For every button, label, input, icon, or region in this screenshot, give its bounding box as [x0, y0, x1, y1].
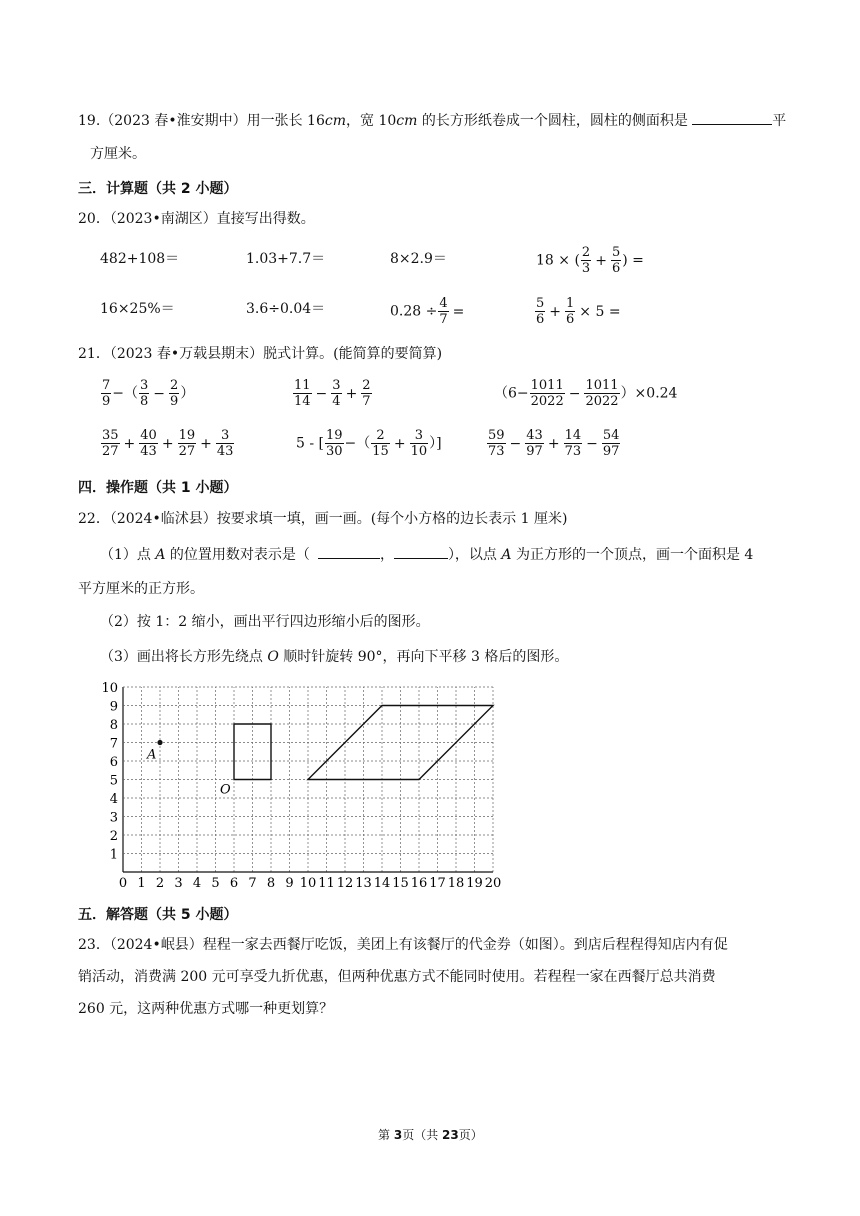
q22-text: （1）点 [100, 547, 156, 563]
q22-title: 22．（2024•临沭县）按要求填一填，画一画。(每个小方格的边长表示 1 厘米) [78, 511, 568, 527]
q22-text: 为正方形的一个顶点，画一个面积是 4 [511, 547, 754, 563]
numerator: 11 [294, 378, 311, 393]
fraction [525, 428, 544, 459]
fraction [611, 245, 621, 276]
answer-blank-y[interactable] [394, 544, 448, 559]
numerator: 4 [439, 296, 448, 311]
denominator: 73 [488, 444, 505, 459]
denominator: 9 [102, 394, 111, 409]
expr-text: ）×0.24 [620, 385, 678, 402]
numerator: 14 [564, 428, 582, 443]
numerator: 3 [332, 378, 341, 393]
denominator: 6 [536, 312, 545, 327]
operator: × 5 = [579, 303, 621, 320]
numerator: 3 [216, 428, 235, 444]
point-label: A [155, 547, 166, 563]
denominator: 6 [566, 312, 575, 327]
q21-title: 21．（2023 春•万载县期末）脱式计算。(能简算的要简算) [78, 346, 443, 362]
q20-item: 16×25%＝ [100, 301, 175, 317]
numerator: 2 [581, 245, 591, 260]
q21-item-c [494, 378, 677, 409]
unit-cm: cm [396, 113, 418, 129]
operator: − [315, 385, 328, 402]
x-tick-label: 7 [248, 876, 257, 890]
expr-text: ) = [622, 252, 644, 269]
q22-part2: （2）按 1：2 缩小，画出平行四边形缩小后的图形。 [100, 614, 430, 630]
fraction [535, 296, 545, 327]
operator: + [393, 435, 406, 452]
expr-text: 0.28 ÷ [390, 303, 438, 320]
q21-item-d [100, 428, 235, 459]
numerator: 1011 [585, 378, 619, 393]
fraction [139, 378, 149, 409]
denominator: 30 [326, 444, 343, 459]
q20-item: 482+108＝ [100, 251, 180, 267]
page-number: 3 [393, 1128, 403, 1142]
page-total: 23 [442, 1128, 459, 1142]
q20-item [536, 245, 644, 276]
x-tick-label: 0 [118, 876, 128, 890]
numerator: 43 [526, 428, 543, 443]
denominator: 6 [611, 261, 621, 276]
denominator: 3 [581, 261, 591, 276]
q22-text: ， [379, 547, 394, 563]
x-tick-label: 16 [410, 876, 428, 890]
fraction [178, 428, 197, 459]
numerator: 54 [602, 428, 620, 443]
operator: + [123, 435, 136, 452]
q23-line3: 260 元，这两种优惠方式哪一种更划算？ [78, 1001, 334, 1017]
y-tick-label: 8 [109, 718, 118, 733]
denominator: 2022 [585, 394, 619, 409]
point-o-label: O [220, 782, 231, 798]
fraction [410, 428, 429, 459]
q22-text: 的位置用数对表示是（ [165, 547, 310, 563]
q22-text: 顺时针旋转 90°，再向下平移 3 格后的图形。 [278, 649, 569, 665]
answer-blank[interactable] [692, 110, 772, 125]
x-tick-label: 17 [429, 876, 446, 890]
y-tick-label: 1 [109, 847, 118, 863]
operator: − [153, 385, 166, 402]
y-tick-label: 5 [109, 773, 118, 789]
q19-line2: 方厘米。 [90, 146, 146, 162]
denominator: 7 [439, 312, 448, 327]
fraction [101, 378, 111, 409]
operator: − [586, 435, 598, 452]
q20-title: 20．（2023•南湖区）直接写出得数。 [78, 211, 315, 227]
denominator: 2022 [530, 394, 564, 409]
x-tick-label: 20 [484, 876, 502, 890]
q20-item [534, 296, 624, 327]
section-heading: 五．解答题（共 5 小题） [78, 907, 238, 923]
fraction [530, 378, 565, 409]
numerator: 19 [326, 428, 343, 443]
fraction [487, 428, 506, 459]
numerator: 3 [410, 428, 429, 444]
fraction [602, 428, 621, 459]
y-tick-label: 10 [101, 681, 118, 696]
numerator: 35 [102, 428, 119, 443]
axis-labels [101, 681, 501, 890]
x-tick-label: 12 [336, 876, 354, 890]
section-heading: 四．操作题（共 1 小题） [78, 480, 238, 496]
y-tick-label: 9 [109, 699, 118, 715]
x-tick-label: 15 [392, 876, 409, 890]
fraction [581, 245, 591, 276]
denominator: 14 [294, 394, 311, 409]
q23-line1: 23．（2024•岷县）程程一家去西餐厅吃饭，美团上有该餐厅的代金券（如图）。到店后程程得知店内有促 [78, 937, 728, 953]
x-tick-label: 6 [229, 876, 239, 890]
operator: ）] [429, 435, 442, 452]
fraction [438, 296, 448, 327]
denominator: 15 [372, 444, 389, 459]
point-label: O [267, 649, 279, 665]
y-tick-label: 4 [109, 792, 118, 807]
operator: + [161, 435, 174, 452]
denominator: 73 [564, 444, 582, 459]
q20-item: 8×2.9＝ [390, 251, 447, 267]
q19-text-d: 平 [772, 113, 787, 129]
fraction [331, 378, 341, 409]
x-tick-label: 14 [373, 876, 391, 890]
y-tick-label: 3 [109, 810, 118, 826]
denominator: 27 [178, 444, 196, 459]
denominator: 43 [216, 444, 234, 459]
denominator: 7 [362, 394, 371, 409]
numerator: 1 [566, 296, 575, 311]
q19-line1 [78, 110, 786, 132]
x-tick-label: 19 [466, 876, 483, 890]
fraction [325, 428, 344, 459]
numerator: 40 [140, 428, 157, 443]
footer-text: 页（共 [402, 1128, 443, 1142]
x-tick-label: 18 [447, 876, 465, 890]
denominator: 97 [602, 444, 620, 459]
q22-text: ），以点 [447, 547, 502, 563]
x-tick-label: 5 [211, 876, 220, 890]
section-heading: 三．计算题（共 2 小题） [78, 181, 238, 197]
footer-text: 第 [378, 1128, 394, 1142]
numerator: 2 [362, 378, 371, 393]
q23-line2: 销活动，消费满 200 元可享受九折优惠，但两种优惠方式不能同时使用。若程程一家在西餐厅总共消费 [78, 969, 716, 985]
point-label: A [501, 547, 512, 563]
y-tick-label: 7 [109, 736, 118, 752]
operator: − [568, 385, 581, 402]
fraction [216, 428, 235, 459]
numerator: 19 [178, 428, 196, 443]
coordinate-grid [95, 678, 505, 890]
fraction [293, 378, 312, 409]
fraction [564, 428, 583, 459]
denominator: 97 [526, 444, 543, 459]
numerator: 7 [102, 378, 111, 393]
q19-text-c: 的长方形纸卷成一个圆柱，圆柱的侧面积是 [417, 113, 693, 129]
q20-item [390, 296, 467, 327]
point-a [157, 740, 162, 745]
x-tick-label: 9 [285, 876, 294, 890]
fraction [584, 378, 619, 409]
denominator: 10 [410, 444, 428, 459]
fraction [371, 428, 390, 459]
denominator: 27 [102, 444, 119, 459]
page-footer [378, 1126, 483, 1143]
numerator: 5 [611, 245, 621, 260]
x-tick-label: 1 [137, 876, 146, 890]
operator: = [452, 303, 465, 320]
denominator: 8 [140, 394, 149, 409]
operator: −（ [344, 435, 371, 452]
q19-text-a: 19.（2023 春•淮安期中）用一张长 16 [78, 113, 325, 129]
q22-part1-line1 [100, 544, 753, 566]
q19-text-b: ，宽 10 [346, 113, 397, 129]
fraction [139, 428, 158, 459]
operator: + [345, 385, 358, 402]
numerator: 2 [371, 428, 390, 444]
q22-part1-line2: 平方厘米的正方形。 [78, 581, 204, 597]
expr-text: 18 × ( [536, 252, 580, 269]
fraction [361, 378, 371, 409]
q22-text: （3）画出将长方形先绕点 [100, 649, 268, 665]
numerator: 5 [536, 296, 545, 311]
operator: ） [180, 385, 195, 402]
q20-item: 1.03+7.7＝ [246, 251, 326, 267]
x-tick-label: 11 [318, 876, 335, 890]
operator: + [549, 303, 562, 320]
footer-text: 页） [458, 1128, 483, 1142]
operator: + [595, 252, 607, 269]
q21-item-b [292, 378, 373, 409]
x-tick-label: 4 [192, 876, 202, 890]
expr-text: （6− [494, 385, 529, 402]
fraction [101, 428, 120, 459]
q21-item-a [100, 378, 194, 409]
operator: + [200, 435, 212, 452]
q21-item-e [296, 428, 442, 459]
point-a-label: A [147, 747, 157, 763]
numerator: 59 [488, 428, 505, 443]
x-tick-label: 2 [155, 876, 165, 890]
expr-text: 5 - [ [296, 435, 324, 452]
q20-item: 3.6÷0.04＝ [246, 301, 326, 317]
unit-cm: cm [324, 113, 346, 129]
operator: + [547, 435, 560, 452]
q22-part3 [100, 646, 568, 668]
q21-item-f [486, 428, 621, 459]
numerator: 1011 [530, 378, 564, 393]
operator: −（ [112, 385, 139, 402]
denominator: 43 [140, 444, 157, 459]
x-tick-label: 8 [266, 876, 276, 890]
answer-blank-x[interactable] [318, 544, 380, 559]
x-tick-label: 3 [174, 876, 183, 890]
x-tick-label: 13 [355, 876, 372, 890]
denominator: 9 [170, 394, 179, 409]
numerator: 3 [140, 378, 149, 393]
y-tick-label: 2 [109, 829, 118, 844]
y-tick-label: 6 [109, 755, 118, 770]
denominator: 4 [332, 394, 341, 409]
fraction [565, 296, 575, 327]
x-tick-label: 10 [299, 876, 317, 890]
numerator: 2 [170, 378, 179, 393]
fraction [169, 378, 179, 409]
operator: − [509, 435, 522, 452]
